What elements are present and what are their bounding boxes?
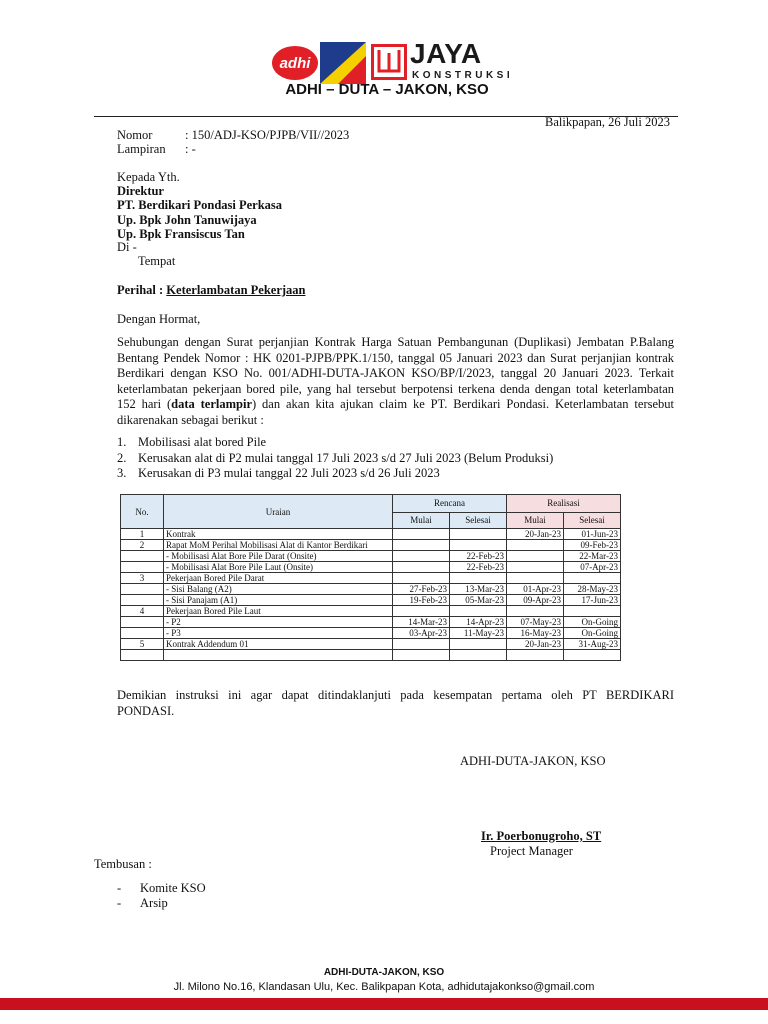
cell-realisasi-selesai: 01-Jun-23 [564,529,621,540]
signature-company: ADHI-DUTA-JAKON, KSO [460,754,606,768]
cell-uraian: - P2 [164,617,393,628]
cell-realisasi-mulai: 07-May-23 [507,617,564,628]
recipient-di: Di - [117,240,137,254]
tembusan-item: Komite KSO [140,881,206,895]
col-header-rencana: Rencana [393,495,507,513]
letterhead-title: ADHI – DUTA – JAKON, KSO [285,81,489,98]
cell-uraian: Pekerjaan Bored Pile Laut [164,606,393,617]
cell-realisasi-mulai [507,562,564,573]
cell-realisasi-selesai: 09-Feb-23 [564,540,621,551]
signer-name: Ir. Poerbonugroho, ST [481,829,602,843]
cell-no [121,595,164,606]
list-item: Kerusakan alat di P2 mulai tanggal 17 Juli 2023 s/d 27 Juli 2023 (Belum Produksi) [138,451,554,465]
cell-realisasi-mulai [507,573,564,584]
cell-realisasi-mulai: 09-Apr-23 [507,595,564,606]
lampiran-value: : - [185,142,196,156]
cell-no: 5 [121,639,164,650]
cell-rencana-mulai [393,551,450,562]
cell-uraian: - Sisi Balang (A2) [164,584,393,595]
list-item-number: 2. [117,451,127,465]
table-row [121,639,621,650]
body-line-6: dikarenakan sebagai berikut : [117,412,264,427]
cell-no [121,562,164,573]
cell-rencana-mulai [393,606,450,617]
cell-no [121,551,164,562]
cell-rencana-mulai [393,540,450,551]
cell-rencana-mulai [393,562,450,573]
cell-uraian: Kontrak Addendum 01 [164,639,393,650]
cell-rencana-selesai [450,639,507,650]
place-date: Balikpapan, 26 Juli 2023 [545,115,670,129]
col-header-realisasi: Realisasi [507,495,621,513]
list-item-number: 3. [117,466,127,480]
cell-rencana-mulai: 27-Feb-23 [393,584,450,595]
cell-no [121,628,164,639]
table-row [121,606,621,617]
jaya-wordmark: JAYA [410,38,482,69]
cell-uraian [164,650,393,661]
cell-rencana-mulai: 03-Apr-23 [393,628,450,639]
cell-realisasi-mulai: 20-Jan-23 [507,529,564,540]
cell-rencana-selesai [450,606,507,617]
perihal-value: Keterlambatan Pekerjaan [166,283,306,297]
table-row [121,551,621,562]
signer-title: Project Manager [490,844,573,858]
cell-realisasi-selesai: 28-May-23 [564,584,621,595]
cell-uraian: Pekerjaan Bored Pile Darat [164,573,393,584]
col-header-uraian: Uraian [164,495,393,529]
cell-no: 1 [121,529,164,540]
tembusan-label: Tembusan : [94,857,152,871]
body-line-3: Berdikari dengan KSO No. 001/ADHI-DUTA-JAKON KSO/BP/I/2023, tanggal 20 Januari 2023. Terkait [117,366,674,380]
recipient-attn-2: Up. Bpk Fransiscus Tan [117,227,245,241]
konstruksi-wordmark: KONSTRUKSI [412,70,514,81]
table-row [121,628,621,639]
footer-company: ADHI-DUTA-JAKON, KSO [323,967,445,978]
list-item: Mobilisasi alat bored Pile [138,435,267,449]
cell-rencana-selesai [450,540,507,551]
lampiran-label: Lampiran [117,142,166,156]
cell-rencana-mulai [393,529,450,540]
perihal-label: Perihal : [117,283,167,297]
cell-uraian: Rapat MoM Perihal Mobilisasi Alat di Kantor Berdikari [164,540,393,551]
salutation: Dengan Hormat, [117,312,201,326]
recipient-tempat: Tempat [138,254,176,268]
cell-realisasi-mulai [507,650,564,661]
cell-rencana-mulai [393,650,450,661]
cell-realisasi-selesai: 17-Jun-23 [564,595,621,606]
col-header-rencana-mulai: Mulai [393,512,450,529]
cell-rencana-selesai: 22-Feb-23 [450,551,507,562]
cell-no: 2 [121,540,164,551]
body-line-2: Bentang Pendek Nomor : HK 0201-PJPB/PPK.1/150, tanggal 05 Januari 2023 dan Surat perjanjian kontrak [117,350,674,365]
cell-rencana-selesai: 14-Apr-23 [450,617,507,628]
cell-rencana-selesai: 11-May-23 [450,628,507,639]
cell-realisasi-selesai [564,650,621,661]
cell-realisasi-mulai: 16-May-23 [507,628,564,639]
table-row [121,562,621,573]
col-header-realisasi-mulai: Mulai [507,512,564,529]
table-row [121,595,621,606]
nomor-label: Nomor [117,128,153,142]
cell-realisasi-mulai: 01-Apr-23 [507,584,564,595]
schedule-table [120,494,621,661]
table-row [121,540,621,551]
cell-no [121,584,164,595]
body-paragraph [117,335,674,428]
body-line-5-bold: data terlampir [171,397,252,411]
cell-rencana-selesai: 22-Feb-23 [450,562,507,573]
cell-realisasi-selesai: 22-Mar-23 [564,551,621,562]
cell-realisasi-selesai [564,573,621,584]
cell-no: 4 [121,606,164,617]
cell-realisasi-selesai: On-Going [564,628,621,639]
tembusan-dash: - [117,881,122,895]
body-line-4: keterlambatan pekerjaan bored pile, yang hal tersebut berpotensi terkena denda dengan total keterlambatan [117,381,674,396]
adhi-logo: adhi [272,46,318,80]
duta-logo [320,42,366,84]
cell-rencana-selesai [450,573,507,584]
tembusan-item: Arsip [140,896,168,910]
col-header-realisasi-selesai: Selesai [564,512,621,529]
cell-realisasi-mulai [507,540,564,551]
recipient-greeting: Kepada Yth. [117,170,180,184]
col-header-rencana-selesai: Selesai [450,512,507,529]
recipient-attn-1: Up. Bpk John Tanuwijaya [117,213,257,227]
table-row [121,584,621,595]
cell-rencana-selesai [450,529,507,540]
cell-rencana-selesai: 05-Mar-23 [450,595,507,606]
body-line-5-a: 152 hari ( [117,397,172,411]
tembusan-dash: - [117,896,122,910]
cell-no [121,650,164,661]
footer-address: Jl. Milono No.16, Klandasan Ulu, Kec. Balikpapan Kota, adhidutajakonkso@gmail.com [173,981,595,993]
col-header-no: No. [121,495,164,529]
body-line-1: Sehubungan dengan Surat perjanjian Kontrak Harga Satuan Pembangunan (Duplikasi) Jembatan P.Balang [117,335,674,349]
cell-realisasi-selesai: 07-Apr-23 [564,562,621,573]
list-item: Kerusakan di P3 mulai tanggal 22 Juli 2023 s/d 26 Juli 2023 [138,466,440,480]
cell-rencana-mulai [393,573,450,584]
cell-realisasi-mulai: 20-Jan-23 [507,639,564,650]
footer-bar [0,998,768,1010]
recipient-company: PT. Berdikari Pondasi Perkasa [117,198,283,212]
cell-realisasi-selesai [564,606,621,617]
table-row [121,529,621,540]
list-item-number: 1. [117,435,127,449]
cell-no: 3 [121,573,164,584]
cell-rencana-selesai: 13-Mar-23 [450,584,507,595]
body-line-5 [117,397,674,413]
cell-uraian: - P3 [164,628,393,639]
cell-realisasi-mulai [507,606,564,617]
jaya-logo-mark [371,44,407,80]
perihal [117,283,306,298]
cell-rencana-mulai: 14-Mar-23 [393,617,450,628]
cell-realisasi-selesai: On-Going [564,617,621,628]
cell-uraian: - Mobilisasi Alat Bore Pile Darat (Onsite) [164,551,393,562]
body-line-5-b: ) dan akan kita ajukan claim ke PT. Berdikari Pondasi. Keterlambatan tersebut [252,397,674,411]
cell-no [121,617,164,628]
recipient-position: Direktur [117,184,164,198]
cell-uraian: - Sisi Panajam (A1) [164,595,393,606]
closing-line-1: Demikian instruksi ini agar dapat ditindaklanjuti pada kesempatan pertama oleh PT BERDIKARI [117,688,674,702]
cell-uraian: Kontrak [164,529,393,540]
table-row [121,617,621,628]
closing-paragraph [117,688,674,719]
nomor-value: : 150/ADJ-KSO/PJPB/VII//2023 [185,128,350,142]
cell-rencana-mulai [393,639,450,650]
closing-line-2: PONDASI. [117,703,175,718]
cell-rencana-selesai [450,650,507,661]
table-row [121,573,621,584]
cell-realisasi-mulai [507,551,564,562]
cell-realisasi-selesai: 31-Aug-23 [564,639,621,650]
table-row [121,650,621,661]
cell-uraian: - Mobilisasi Alat Bore Pile Laut (Onsite) [164,562,393,573]
cell-rencana-mulai: 19-Feb-23 [393,595,450,606]
